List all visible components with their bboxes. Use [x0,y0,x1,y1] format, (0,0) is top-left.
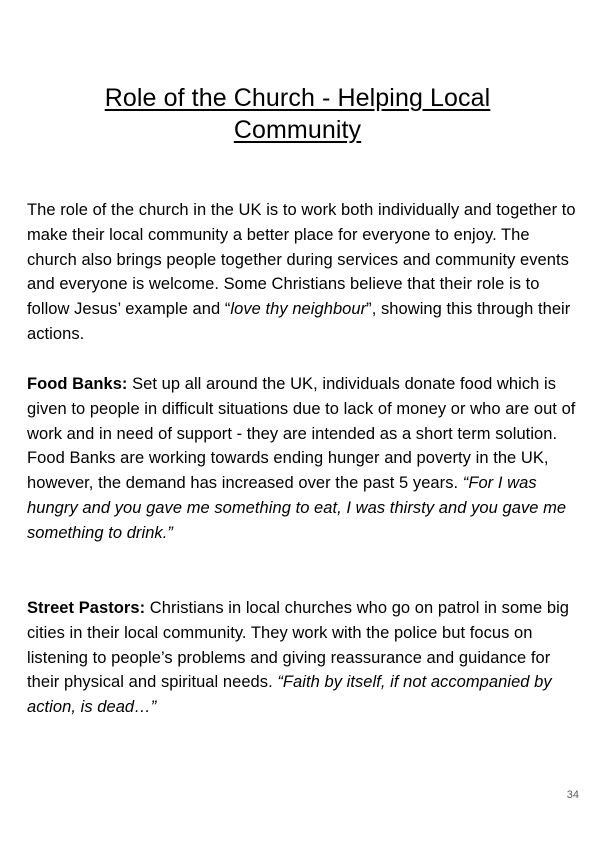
title-line-1: Role of the Church - Helping Local [104,84,491,112]
page-title [40,82,555,146]
food-banks-label: Food Banks: [27,375,128,393]
intro-paragraph [27,198,577,347]
intro-end: ”, showing this through their actions. [27,300,571,343]
street-pastors-label: Street Pastors: [27,599,146,617]
food-banks-paragraph [27,372,577,546]
food-banks-quote: “For I was hungry and you gave me something to eat, I was thirsty and you gave me something to drink.” [27,474,567,542]
street-pastors-quote: “Faith by itself, if not accompanied by action, is dead…” [27,673,552,717]
food-banks-text: Set up all around the UK, individuals donate food which is given to people in difficult situations due to lack of money or who are out of work and in need of support - they are intended as a short term solution. Food Banks are working towards ending hunger and poverty in the UK, however, the demand has increased over the past 5 years. [27,375,576,493]
intro-quote: love thy neighbour [230,300,367,319]
page-number: 34 [566,789,579,801]
title-line-2: Community [233,116,362,144]
intro-text: The role of the church in the UK is to work both individually and together to make their local community a better place for everyone to enjoy. The church also brings people together during services and community events and everyone is welcome. Some Christians believe that their role is to follow Jesus’ example and “ [27,201,576,319]
street-pastors-paragraph [27,596,577,720]
street-pastors-text: Christians in local churches who go on patrol in some big cities in their local community. They work with the police but focus on listening to people’s problems and giving reassurance and guidance for their physical and spiritual needs. [27,599,570,692]
